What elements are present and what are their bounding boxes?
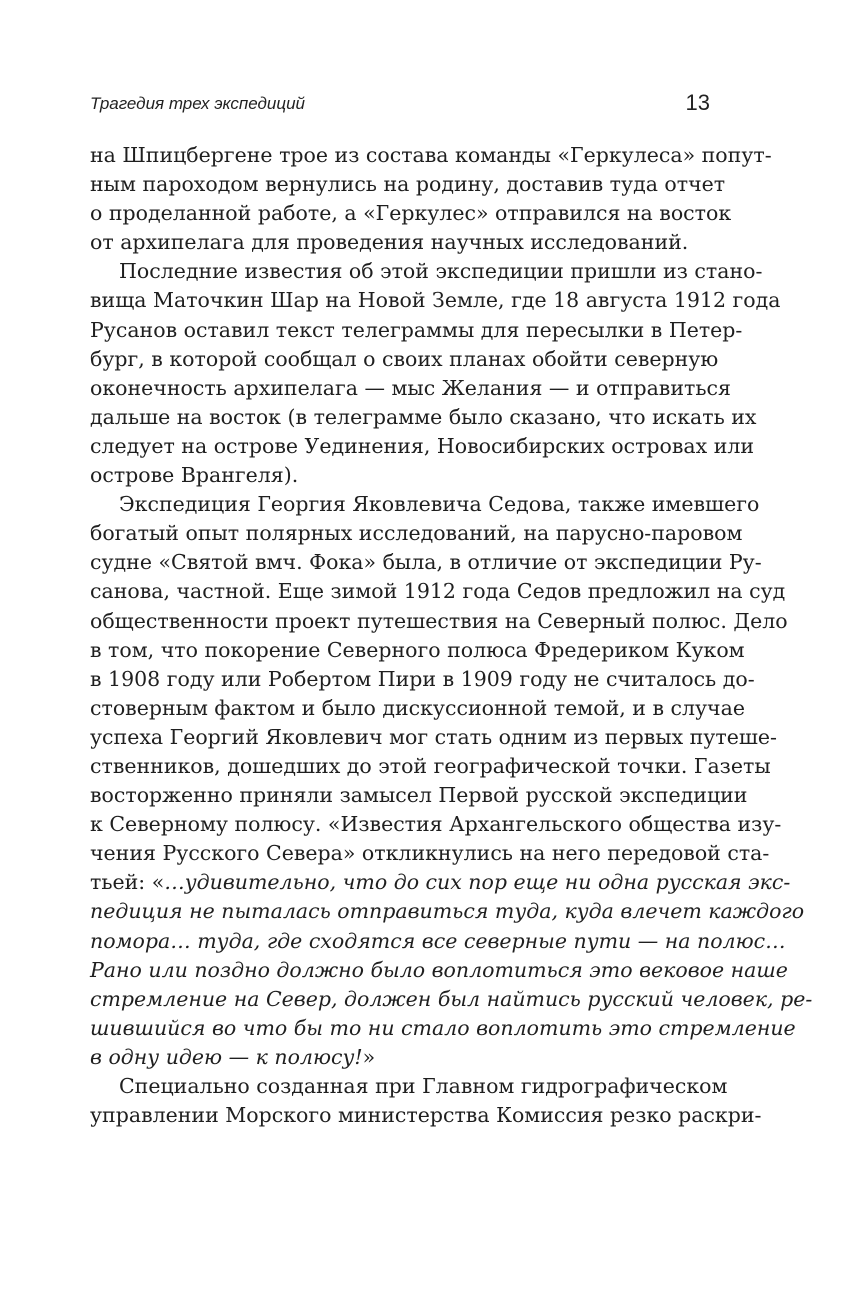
text-line: богатый опыт полярных исследований, на парусно-паровом <box>90 521 743 546</box>
text-line: управлении Морского министерства Комиссия резко раскри- <box>90 1103 762 1128</box>
running-title: Трагедия трех экспедиций <box>90 94 305 113</box>
text-line: к Северному полюсу. «Известия Архангельского общества изу- <box>90 812 782 837</box>
text-line: Русанов оставил текст телеграммы для пересылки в Петер- <box>90 317 743 342</box>
paragraph <box>90 1072 762 1130</box>
text-line: острове Врангеля). <box>90 463 299 488</box>
text-line: ственников, дошедших до этой географической точки. Газеты <box>90 753 771 778</box>
quote-text: …удивительно, что до сих пор еще ни одна русская экс- <box>164 870 791 895</box>
text-line: Специально созданная при Главном гидрографическом <box>119 1074 728 1098</box>
quote-line: помора… туда, где сходятся все северные пути — на полюс… <box>90 928 786 953</box>
page-number: 13 <box>685 90 710 115</box>
body-text <box>90 141 813 1130</box>
quote-close-mark: » <box>362 1044 376 1069</box>
text-line: следует на острове Уединения, Новосибирских островах или <box>90 433 755 458</box>
quote-lead-in: тьей: « <box>90 870 165 895</box>
text-line: оконечность архипелага — мыс Желания — и отправиться <box>90 375 731 400</box>
text-line: на Шпицбергене трое из состава команды «Геркулеса» попут- <box>90 143 772 167</box>
text-line: Экспедиция Георгия Яковлевича Седова, также имевшего <box>119 492 760 517</box>
text-line-with-quote <box>90 868 791 897</box>
quote-text: в одну идею — к полюсу! <box>90 1044 363 1069</box>
text-line: бург, в которой сообщал о своих планах обойти северную <box>90 346 719 371</box>
text-line: Последние известия об этой экспедиции пришли из стано- <box>119 259 763 284</box>
paragraph <box>90 490 813 1072</box>
text-line: успеха Георгий Яковлевич мог стать одним из первых путеше- <box>90 724 777 749</box>
text-line: чения Русского Севера» откликнулись на него передовой ста- <box>90 841 770 866</box>
quote-line: педиция не пыталась отправиться туда, куда влечет каждого <box>90 899 805 924</box>
text-line: дальше на восток (в телеграмме было сказано, что искать их <box>90 404 757 429</box>
text-line: в том, что покорение Северного полюса Фредериком Куком <box>90 637 745 662</box>
text-line: стоверным фактом и было дискуссионной темой, и в случае <box>90 695 745 720</box>
text-line: общественности проект путешествия на Северный полюс. Дело <box>90 608 788 633</box>
quote-line: шившийся во что бы то ни стало воплотить это стремление <box>90 1015 796 1040</box>
text-line: ным пароходом вернулись на родину, доставив туда отчет <box>90 172 726 197</box>
quote-line: Рано или поздно должно было воплотиться это вековое наше <box>90 957 788 982</box>
paragraph <box>90 257 781 490</box>
text-line: в 1908 году или Робертом Пири в 1909 году не считалось до- <box>90 666 755 691</box>
text-line: от архипелага для проведения научных исследований. <box>90 230 689 255</box>
text-line: восторженно приняли замысел Первой русской экспедиции <box>90 783 748 808</box>
text-line: о проделанной работе, а «Геркулес» отправился на восток <box>90 201 732 226</box>
paragraph <box>90 141 772 257</box>
quote-line: стремление на Север, должен был найтись русский человек, ре- <box>90 986 813 1011</box>
quote-closing-line <box>90 1043 710 1072</box>
text-line: судне «Святой вмч. Фока» была, в отличие от экспедиции Ру- <box>90 550 762 575</box>
text-line: санова, частной. Еще зимой 1912 года Седов предложил на суд <box>90 579 786 604</box>
text-line: вища Маточкин Шар на Новой Земле, где 18 августа 1912 года <box>90 288 781 313</box>
